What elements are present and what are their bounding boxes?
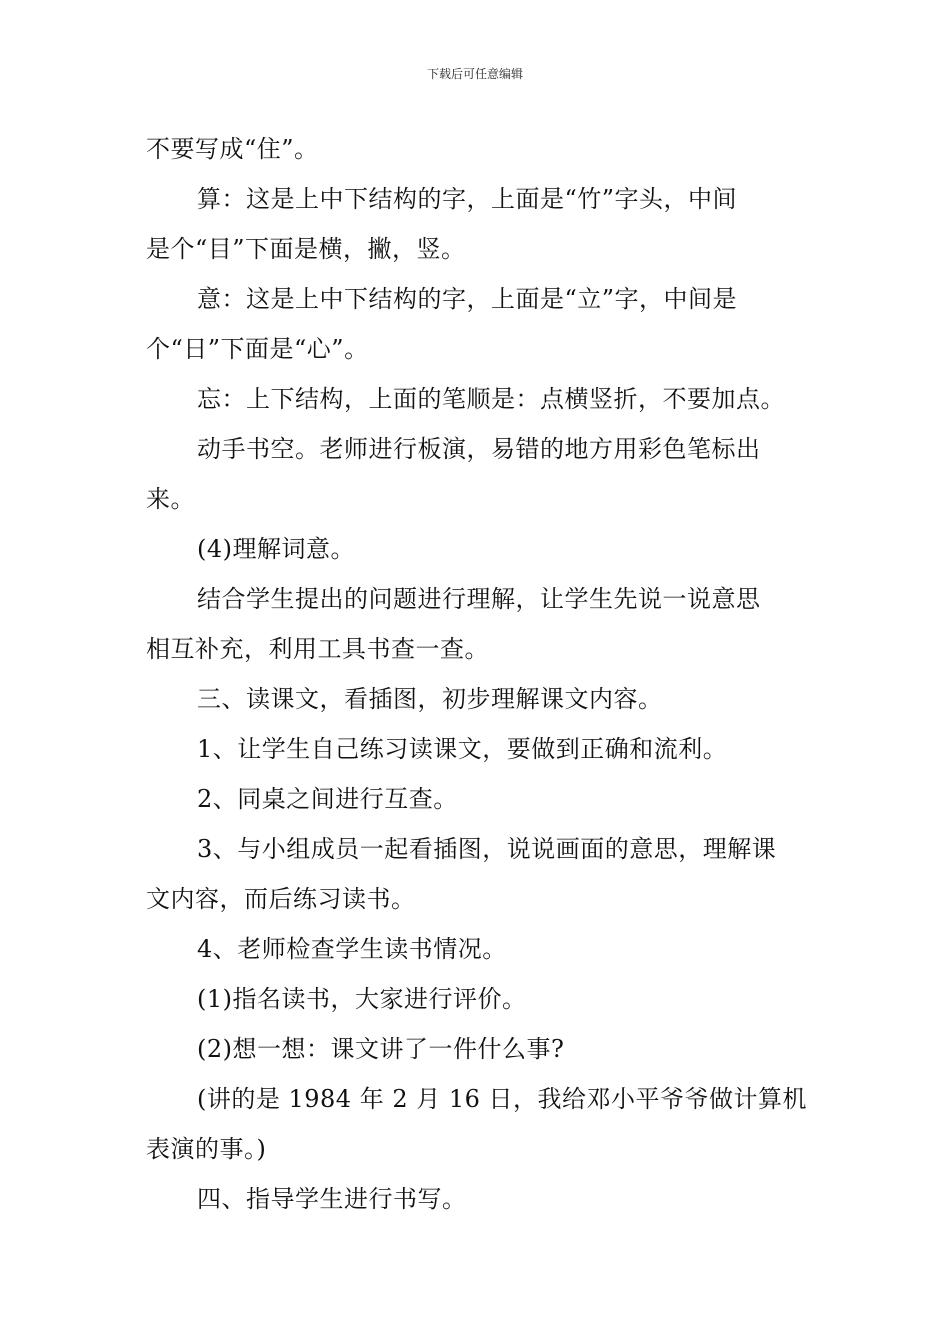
text-line: 来。 [146, 485, 195, 513]
paragraph-yi [146, 274, 810, 374]
text-line: 动手书空。老师进行板演，易错的地方用彩色笔标出 [197, 435, 761, 463]
text-line: 忘：上下结构，上面的笔顺是：点横竖折，不要加点。 [197, 385, 785, 413]
paragraph-shukong [146, 424, 810, 524]
text-line: 三、读课文，看插图，初步理解课文内容。 [197, 685, 663, 713]
section-heading-4 [146, 1174, 810, 1224]
sub-item-2 [146, 1024, 810, 1074]
list-item-1 [146, 724, 810, 774]
sub-item-1 [146, 974, 810, 1024]
document-body [146, 124, 810, 1224]
text-line: (2)想一想：课文讲了一件什么事? [197, 1035, 565, 1063]
text-line: 相互补充，利用工具书查一查。 [146, 635, 489, 663]
text-line: 四、指导学生进行书写。 [197, 1185, 467, 1213]
text-line: 算：这是上中下结构的字，上面是“竹”字头，中间 [197, 185, 738, 213]
text-line: 意：这是上中下结构的字，上面是“立”字，中间是 [197, 285, 738, 313]
text-line: 是个“目”下面是横，撇，竖。 [146, 235, 466, 263]
text-line: 文内容，而后练习读书。 [146, 885, 416, 913]
text-line: 个“日”下面是“心”。 [146, 335, 369, 363]
paragraph-ciyi [146, 524, 810, 574]
text-line: 2、同桌之间进行互查。 [197, 785, 458, 813]
text-line: 表演的事。) [146, 1135, 267, 1163]
text-line: 结合学生提出的问题进行理解，让学生先说一说意思 [197, 585, 761, 613]
list-item-2 [146, 774, 810, 824]
text-line: (1)指名读书，大家进行评价。 [197, 985, 527, 1013]
paragraph-wang [146, 374, 810, 424]
paragraph-jiehe [146, 574, 810, 674]
list-item-3 [146, 824, 810, 924]
paragraph-suan [146, 174, 810, 274]
page-header: 下载后可任意编辑 [426, 67, 523, 81]
text-line: (4)理解词意。 [197, 535, 355, 563]
section-heading-3 [146, 674, 810, 724]
text-line: 4、老师检查学生读书情况。 [197, 935, 507, 963]
list-item-4 [146, 924, 810, 974]
text-line: (讲的是 1984 年 2 月 16 日，我给邓小平爷爷做计算机 [197, 1085, 808, 1113]
text-line: 不要写成“住”。 [146, 135, 319, 163]
paragraph-continuation [146, 124, 810, 174]
text-line: 3、与小组成员一起看插图，说说画面的意思，理解课 [197, 835, 777, 863]
text-line: 1、让学生自己练习读课文，要做到正确和流利。 [197, 735, 728, 763]
answer-note [146, 1074, 810, 1174]
